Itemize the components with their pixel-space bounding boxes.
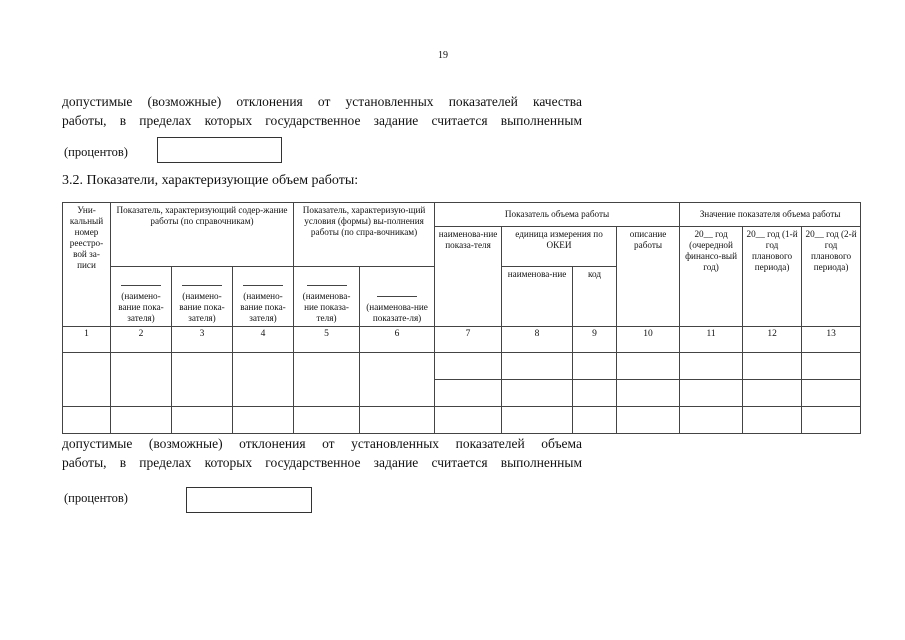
table-cell[interactable] [63, 407, 111, 434]
volume-deviation-paragraph [62, 434, 582, 472]
volume-percent-field[interactable] [186, 487, 312, 513]
column-number: 9 [573, 327, 617, 353]
table-cell[interactable] [360, 407, 435, 434]
column-number: 10 [617, 327, 680, 353]
quality-percent-field[interactable] [157, 137, 282, 163]
table-cell[interactable] [617, 353, 680, 380]
table-cell[interactable] [63, 353, 111, 407]
table-cell[interactable] [502, 353, 573, 380]
content-indicator-1: (наимено-вание пока-зателя) [111, 267, 172, 327]
column-number: 6 [360, 327, 435, 353]
header-volume-value: Значение показателя объема работы [680, 203, 861, 227]
volume-percent-label: (процентов) [64, 491, 128, 505]
quality-percent-label: (процентов) [64, 145, 128, 159]
table-row [63, 353, 861, 380]
table-cell[interactable] [573, 380, 617, 407]
column-number: 1 [63, 327, 111, 353]
table-cell[interactable] [172, 407, 233, 434]
volume-deviation-line-1: допустимые (возможные) отклонения от установленных показателей объема [62, 436, 582, 451]
header-content-indicator: Показатель, характеризующий содер-жание работы (по справочникам) [111, 203, 294, 267]
section-title: 3.2. Показатели, характеризующие объем работы: [62, 173, 359, 188]
quality-deviation-paragraph [62, 92, 582, 130]
table-cell[interactable] [680, 380, 743, 407]
header-year-3: 20__ год (2-й год планового периода) [802, 227, 861, 327]
table-cell[interactable] [294, 407, 360, 434]
table-cell[interactable] [435, 353, 502, 380]
table-cell[interactable] [502, 380, 573, 407]
header-year-1: 20__ год (очередной финансо-вый год) [680, 227, 743, 327]
table-cell[interactable] [617, 407, 680, 434]
table-cell[interactable] [802, 407, 861, 434]
column-number: 7 [435, 327, 502, 353]
table-cell[interactable] [680, 407, 743, 434]
header-unit-code: код [573, 267, 617, 327]
table-cell[interactable] [802, 380, 861, 407]
column-number: 12 [743, 327, 802, 353]
quality-deviation-line-2: работы, в пределах которых государственное задание считается выполненным [62, 113, 582, 128]
table-cell[interactable] [743, 380, 802, 407]
column-number: 8 [502, 327, 573, 353]
header-year-2: 20__ год (1-й год планового периода) [743, 227, 802, 327]
column-number: 3 [172, 327, 233, 353]
table-cell[interactable] [680, 353, 743, 380]
column-number: 4 [233, 327, 294, 353]
header-okei-unit: единица измерения по ОКЕИ [502, 227, 617, 267]
table-cell[interactable] [573, 407, 617, 434]
table-cell[interactable] [294, 353, 360, 407]
table-cell[interactable] [502, 407, 573, 434]
condition-indicator-1: (наименова-ние показа-теля) [294, 267, 360, 327]
column-numbers-row [63, 327, 861, 353]
condition-indicator-2: (наименова-ние показате-ля) [360, 267, 435, 327]
table-cell[interactable] [743, 407, 802, 434]
table-cell[interactable] [435, 380, 502, 407]
table-row [63, 407, 861, 434]
quality-deviation-line-1: допустимые (возможные) отклонения от установленных показателей качества [62, 94, 582, 109]
volume-deviation-line-2: работы, в пределах которых государственное задание считается выполненным [62, 455, 582, 470]
column-number: 2 [111, 327, 172, 353]
table-cell[interactable] [172, 353, 233, 407]
header-unit-name: наименова-ние [502, 267, 573, 327]
content-indicator-2: (наимено-вание пока-зателя) [172, 267, 233, 327]
volume-indicators-table [62, 202, 861, 434]
header-volume-indicator: Показатель объема работы [435, 203, 680, 227]
table-cell[interactable] [360, 353, 435, 407]
table-cell[interactable] [743, 353, 802, 380]
column-number: 13 [802, 327, 861, 353]
content-indicator-3: (наимено-вание пока-зателя) [233, 267, 294, 327]
table-cell[interactable] [802, 353, 861, 380]
header-unique-number: Уни-кальный номер реестро-вой за-писи [63, 203, 111, 327]
table-cell[interactable] [233, 407, 294, 434]
header-indicator-name: наименова-ние показа-теля [435, 227, 502, 327]
table-cell[interactable] [111, 353, 172, 407]
header-work-description: описание работы [617, 227, 680, 327]
header-conditions-indicator: Показатель, характеризую-щий условия (формы) вы-полнения работы (по спра-вочникам) [294, 203, 435, 267]
table-cell[interactable] [573, 353, 617, 380]
page-number: 19 [438, 50, 448, 61]
table-cell[interactable] [435, 407, 502, 434]
table-cell[interactable] [617, 380, 680, 407]
column-number: 11 [680, 327, 743, 353]
table-cell[interactable] [111, 407, 172, 434]
column-number: 5 [294, 327, 360, 353]
table-cell[interactable] [233, 353, 294, 407]
